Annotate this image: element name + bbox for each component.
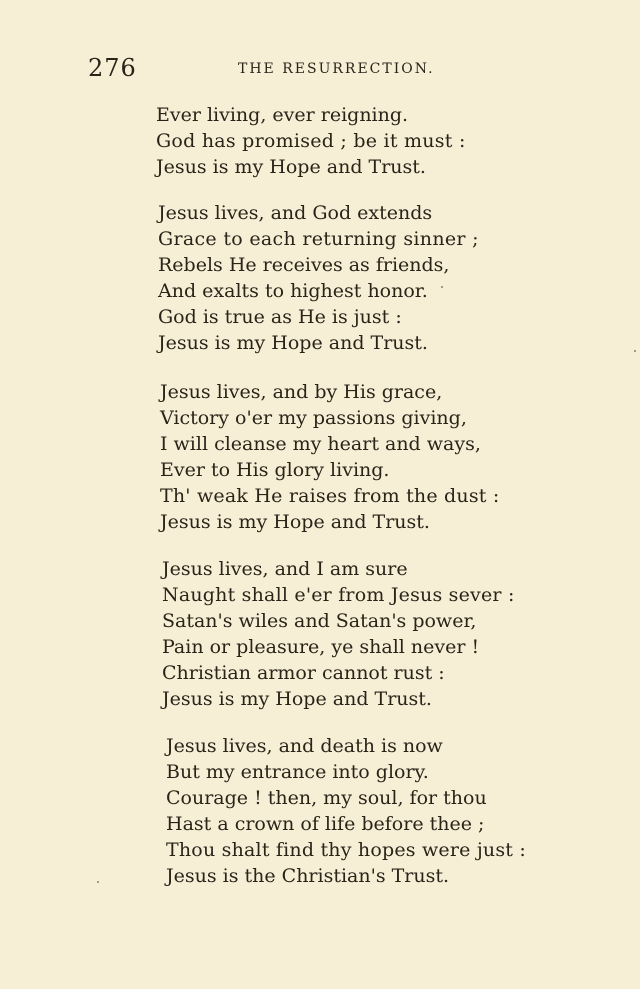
verse-line: Jesus lives, and death is now xyxy=(166,735,443,757)
verse-line: God has promised ; be it must : xyxy=(156,130,466,152)
verse-line: Naught shall e'er from Jesus sever : xyxy=(162,584,515,606)
verse-line: Courage ! then, my soul, for thou xyxy=(166,787,487,809)
verse-line: Rebels He receives as friends, xyxy=(158,254,450,276)
stanza-5 xyxy=(166,733,526,889)
stanza-4 xyxy=(162,556,515,712)
paper-speck xyxy=(97,881,99,883)
verse-line: Jesus lives, and by His grace, xyxy=(160,381,443,403)
paper-speck xyxy=(634,350,636,352)
verse-line: Thou shalt find thy hopes were just : xyxy=(166,839,526,861)
verse-line: Grace to each returning sinner ; xyxy=(158,228,479,250)
verse-line: Ever to His glory living. xyxy=(160,459,390,481)
verse-line: And exalts to highest honor. xyxy=(158,280,428,302)
verse-line: Jesus is the Christian's Trust. xyxy=(166,865,450,887)
verse-line: Th' weak He raises from the dust : xyxy=(160,485,500,507)
verse-line: God is true as He is just : xyxy=(158,306,402,328)
verse-line: Jesus is my Hope and Trust. xyxy=(162,688,432,710)
verse-line: Satan's wiles and Satan's power, xyxy=(162,610,477,632)
page-number: 276 xyxy=(88,54,137,82)
running-title: THE RESURRECTION. xyxy=(238,61,435,77)
verse-line: Jesus lives, and God extends xyxy=(158,202,433,224)
verse-line: Jesus is my Hope and Trust. xyxy=(160,511,430,533)
verse-line: Ever living, ever reigning. xyxy=(156,104,409,126)
verse-line: But my entrance into glory. xyxy=(166,761,429,783)
verse-line: Hast a crown of life before thee ; xyxy=(166,813,485,835)
verse-line: Victory o'er my passions giving, xyxy=(160,407,467,429)
paper-speck xyxy=(441,286,443,288)
verse-line: Jesus is my Hope and Trust. xyxy=(156,156,426,178)
verse-line: I will cleanse my heart and ways, xyxy=(160,433,481,455)
verse-line: Jesus lives, and I am sure xyxy=(162,558,408,580)
stanza-1 xyxy=(156,102,466,180)
verse-line: Pain or pleasure, ye shall never ! xyxy=(162,636,480,658)
verse-line: Christian armor cannot rust : xyxy=(162,662,445,684)
stanza-3 xyxy=(160,379,499,535)
verse-line: Jesus is my Hope and Trust. xyxy=(158,332,428,354)
stanza-2 xyxy=(158,200,479,356)
